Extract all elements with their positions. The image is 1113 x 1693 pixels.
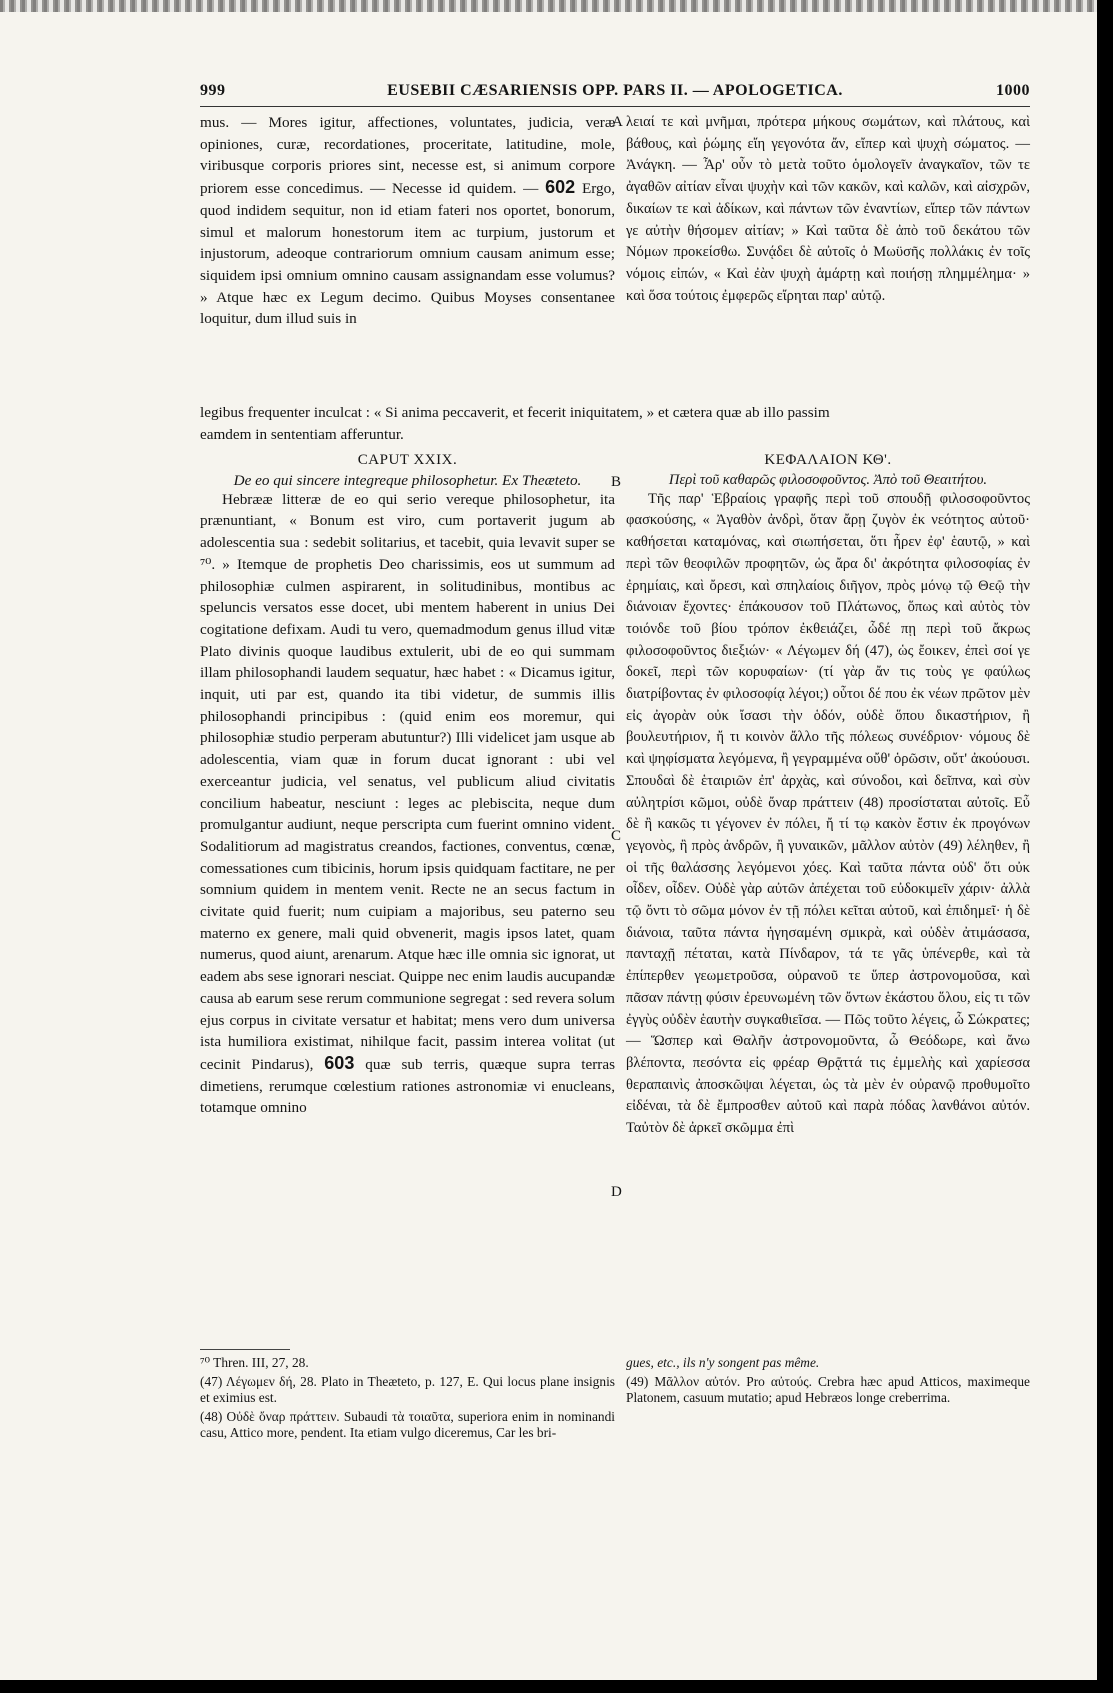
margin-letter-c: C: [611, 828, 622, 844]
spanning-text: legibus frequenter inculcat : « Si anima peccaverit, et fecerit iniquitatem, » et cætera quæ ab illo passim: [200, 404, 830, 421]
margin-letter-d: D: [611, 1184, 622, 1200]
chapter-subtitle-greek: Περὶ τοῦ καθαρῶς φιλοσοφοῦντος. Ἀπὸ τοῦ Θεαιτήτου.: [668, 471, 988, 488]
header-rule: [200, 106, 1030, 107]
page-number-right: 1000: [996, 82, 1030, 99]
greek-column-chapter: [626, 450, 1030, 1140]
latin-body-b: quæ sub terris, quæque supra terras dimetiens, rerumque cœlestium rationes astronomiæ vi enucleans, totamque omnino: [200, 1055, 616, 1117]
latin-text-a: mus. — Mores igitur, affectiones, voluntates, judicia, veræ opiniones, curæ, recordationes, proceritate, latitudine, mole, viribusque corporis priores sint, necesse est, si animum corpore priorem esse concedimus. — Necesse id quidem. —: [200, 114, 615, 198]
margin-letter-b: B: [611, 474, 622, 490]
full-width-line: [200, 402, 1030, 445]
footnote: ⁷⁰ Thren. III, 27, 28.: [200, 1355, 309, 1370]
page-number-left: 999: [200, 82, 226, 99]
greek-paragraph: λειαί τε καὶ μνῆμαι, πρότερα μήκους σωμάτων, καὶ πλάτους, καὶ βάθους, καὶ ῥώμης εἴη γεγονότα ἄν, εἴπερ καὶ ψυχὴ σώματος. — Ἀνάγκη. — Ἆρ' οὖν τὸ μετὰ τοῦτο ὁμολογεῖν ἀναγκαῖον, τῶν τε ἀγαθῶν αἰτίαν εἶναι ψυχὴν καὶ τῶν κακῶν, καὶ καλῶν, καὶ αἰσχρῶν, δικαίων τε καὶ ἀδίκων, καὶ πάντων τῶν ἐναντίων, εἴπερ τῶν πάντων γε αὐτὴν θήσομεν αἰτίαν; » Καὶ ταῦτα δὲ ἀπὸ τοῦ δεκάτου τῶν Νόμων προκείσθω. Συνᾴδει δὲ αὐτοῖς ὁ Μωϋσῆς πολλάκις ἐν τοῖς νόμοις εἰπών, « Καὶ ἐὰν ψυχὴ ἁμάρτῃ καὶ ποιήσῃ πλημμέλημα· » καὶ ὅσα τούτοις ἐμφερῶς εἴρηται παρ' αὐτῷ.: [626, 114, 1030, 304]
section-marker-602: 602: [545, 177, 576, 198]
scan-edge: [0, 0, 1097, 12]
running-header: [200, 82, 1030, 108]
footnotes-right: [626, 1355, 1030, 1409]
running-title: EUSEBII CÆSARIENSIS OPP. PARS II. — APOLOGETICA.: [387, 82, 843, 99]
latin-column-top: [200, 112, 615, 402]
greek-chapter-body: Τῆς παρ' Ἑβραίοις γραφῆς περὶ τοῦ σπουδῇ φιλοσοφοῦντος φασκούσης, « Ἀγαθὸν ἀνδρὶ, ὅταν ἄρῃ ζυγὸν ἐκ νεότητος αὐτοῦ· καθήσεται καταμόνας, καὶ σιωπήσεται, ὅτι ἦρεν ἐφ' ἑαυτῷ, » καὶ περὶ τῶν θεοφιλῶν προφητῶν, ὡς ἄρα δι' ἀκρότητα φιλοσοφίας ἐν ἐρημίαις, καὶ ὄρεσι, καὶ σπηλαίοις διῆγον, πρὸς μόνῳ τῷ Θεῷ τὴν διάνοιαν ἔχοντες· ἐπάκουσον τοῦ Πλάτωνος, ὅπως καὶ αὐτὸς τὸν τοιόνδε τοῦ βίου τρόπον ἐκθειάζει, ὧδέ πῃ περὶ τοῦ ἄκρως φιλοσοφοῦντος διεξιών· « Λέγωμεν δή (47), ὡς ἔοικεν, ἐπεὶ σοί γε δοκεῖ, περὶ τῶν κορυφαίων· (τί γὰρ ἄν τις τοὺς γε φαύλως διατρίβοντας ἐν φιλοσοφίᾳ λέγοι;) οὗτοι δέ που ἐκ νέων πρῶτον μὲν εἰς ἀγορὰν οὐκ ἴσασι τὴν ὁδόν, οὐδὲ ὅπου δικαστήριον, ἢ βουλευτήριον, ἤ τι κοινὸν ἄλλο τῆς πόλεως συνέδριον· νόμους δὲ καὶ ψηφίσματα λεγόμενα, ἢ γεγραμμένα οὔθ' ὁρῶσιν, οὔτ' ἀκούουσι. Σπουδαὶ δὲ ἑταιριῶν ἐπ' ἀρχὰς, καὶ σύνοδοι, καὶ δεῖπνα, καὶ σὺν αὐλητρίσι κῶμοι, οὐδὲ ὄναρ πράττειν (48) προσίσταται αὐτοῖς. Εὖ δὲ ἢ κακῶς τι γέγονεν ἐν πόλει, ἤ τί τῳ κακὸν ἔστιν ἐκ προγόνων γεγονὸς, ἢ πρὸς ἀνδρῶν, ἢ γυναικῶν, μᾶλλον αὐτὸν (49) λέληθεν, ἢ οἱ τῆς θαλάσσης λεγόμενοι χόες. Καὶ ταῦτα πάντα οὐδ' ὅτι οὐκ οἶδεν, οἶδεν. Οὐδὲ γὰρ αὐτῶν ἀπέχεται τοῦ εὐδοκιμεῖν χάριν· ἀλλὰ τῷ ὄντι τὸ σῶμα μόνον ἐν τῇ πόλει κεῖται αὐτοῦ, καὶ ἐπιδημεῖ· ἡ δὲ διάνοια, ταῦτα πάντα ἡγησαμένη σμικρὰ, καὶ οὐδὲν ἀτιμάσασα, πανταχῇ πέταται, κατὰ Πίνδαρον, τά τε γᾶς ὑπένερθε, καὶ τὰ ἐπίπερθεν γεωμετροῦσα, οὐρανοῦ τε ὕπερ ἀστρονομοῦσα, καὶ πᾶσαν πάντῃ φύσιν ἐρευνωμένη τῶν ὄντων ἑκάστου ὅλου, εἰς τι τῶν ἐγγὺς οὐδὲν ἑαυτὴν συγκαθιεῖσα. — Πῶς τοῦτο λέγεις, ὦ Σώκρατες; — Ὥσπερ καὶ Θαλῆν ἀστρονομοῦντα, ὦ Θεόδωρε, καὶ ἄνω βλέποντα, πεσόντα εἰς φρέαρ Θρᾷττά τις ἐμμελὴς καὶ χαρίεσσα θεραπαινὶς ἀποσκῶψαι λέγεται, ὡς τὰ μὲν ἐν οὐρανῷ προθυμοῖτο εἰδέναι, τὰ δὲ ἔμπροσθεν αὐτοῦ καὶ παρὰ πόδας λανθάνοι αὐτόν. Ταὐτὸν δὲ ἀρκεῖ σκῶμμα ἐπὶ: [626, 490, 1030, 1137]
latin-chapter-body: [200, 489, 615, 1119]
margin-letter-a: A: [612, 114, 623, 130]
footnote: (49) Μᾶλλον αὐτόν. Pro αὐτούς. Crebra hæc apud Atticos, maximeque Platonem, casuum mutatio; apud Hebræos longe creberrima.: [626, 1373, 1030, 1405]
greek-column-top: [626, 112, 1030, 402]
chapter-subtitle-latin: De eo qui sincere integreque philosophetur. Ex Theæteto.: [233, 471, 582, 489]
section-marker-603: 603: [324, 1052, 355, 1073]
footnote-separator: [200, 1349, 290, 1350]
latin-paragraph: [200, 112, 615, 330]
latin-text-end: eamdem in sententiam afferuntur.: [200, 425, 404, 443]
footnote: (47) Λέγωμεν δή, 28. Plato in Theæteto, p. 127, E. Qui locus plane insignis et eximius est.: [200, 1373, 615, 1405]
footnote: (48) Οὐδὲ ὄναρ πράττειν. Subaudi τὰ τοιαῦτα, superiora enim in nominandi casu, Attico more, pendent. Ita etiam vulgo diceremus, Car les bri-: [200, 1408, 615, 1440]
latin-column-chapter: [200, 450, 615, 1119]
latin-body-a: Hebrææ litteræ de eo qui serio vereque philosophetur, ita prænuntiant, « Bonum est viro, cum portaverit jugum ab adolescentia sua : sedebit solitarius, et tacebit, quia levavit super se ⁷⁰. » Itemque de prophetis Deo charissimis, eos ut summum ad philosophiæ culmen aspirarent, in solitudinibus, montibus ac speluncis versatos esse docet, ubi mentem haberent in unius Dei cogitatione defixam. Audi tu vero, quemadmodum genus illud vitæ Plato divinis quoque laudibus extulerit, ubi de eo qui summam illam philosophandi laudem sequatur, hæc habet : « Dicamus igitur, inquit, uti par est, quando ita tibi videtur, de summis illis philosophandi principibus : (quid enim eos moremur, qui philosophiæ studio perperam abutuntur?) Illi videlicet jam usque ab adolescentia, viam quæ in forum ducat ignorant : ubi vel exerceantur judicia, vel senatus, vel publicum aliud civitatis concilium habeatur, nesciunt : leges ac plebiscita, neque dum promulgantur audiunt, neque perscripta cum fuerint omnino vident. Sodalitiorum ad magistratus creandos, factiones, conventus, cœnæ, comessationes cum tibicinis, horum ipsis quidquam factitare, ne per somnium quidem in mentem venit. Recte ne an secus factum in civitate quid fuerit; num cuipiam a majoribus, seu paterno seu materno ex genere, mali quid obvenerit, magis ipsos latet, quam numerus, quod aiunt, arenarum. Atque hæc ille omnia sic ignorat, ut eadem abs sese ignorari nesciat. Quippe nec enim laudis aucupandæ causa ab earum sese rerum communione segregat : sed revera solum ejus corpus in civitate versatur et habitat; mens vero dum universa ista humiliora existimat, nihilque facit, passim interea volitat (ut cecinit Pindarus),: [200, 490, 615, 1073]
footnotes-left: [200, 1355, 615, 1444]
footnote: gues, etc., ils n'y songent pas même.: [626, 1355, 820, 1370]
latin-text-b: Ergo, quod indidem sequitur, non id etiam fateri nos oportet, bonorum, simul et malorum honestorum item ac turpium, justorum et injustorum, adeoque contrariorum omnium causam animum esse; siquidem ipsi omnium omnino causam assignandam esse volumus? » Atque hæc ex Legum decimo. Quibus Moyses consentanee loquitur, dum illud suis in: [200, 180, 615, 328]
chapter-heading-greek: ΚΕΦΑΛΑΙΟΝ ΚΘ'.: [764, 452, 892, 468]
chapter-heading-latin: CAPUT XXIX.: [357, 452, 458, 468]
